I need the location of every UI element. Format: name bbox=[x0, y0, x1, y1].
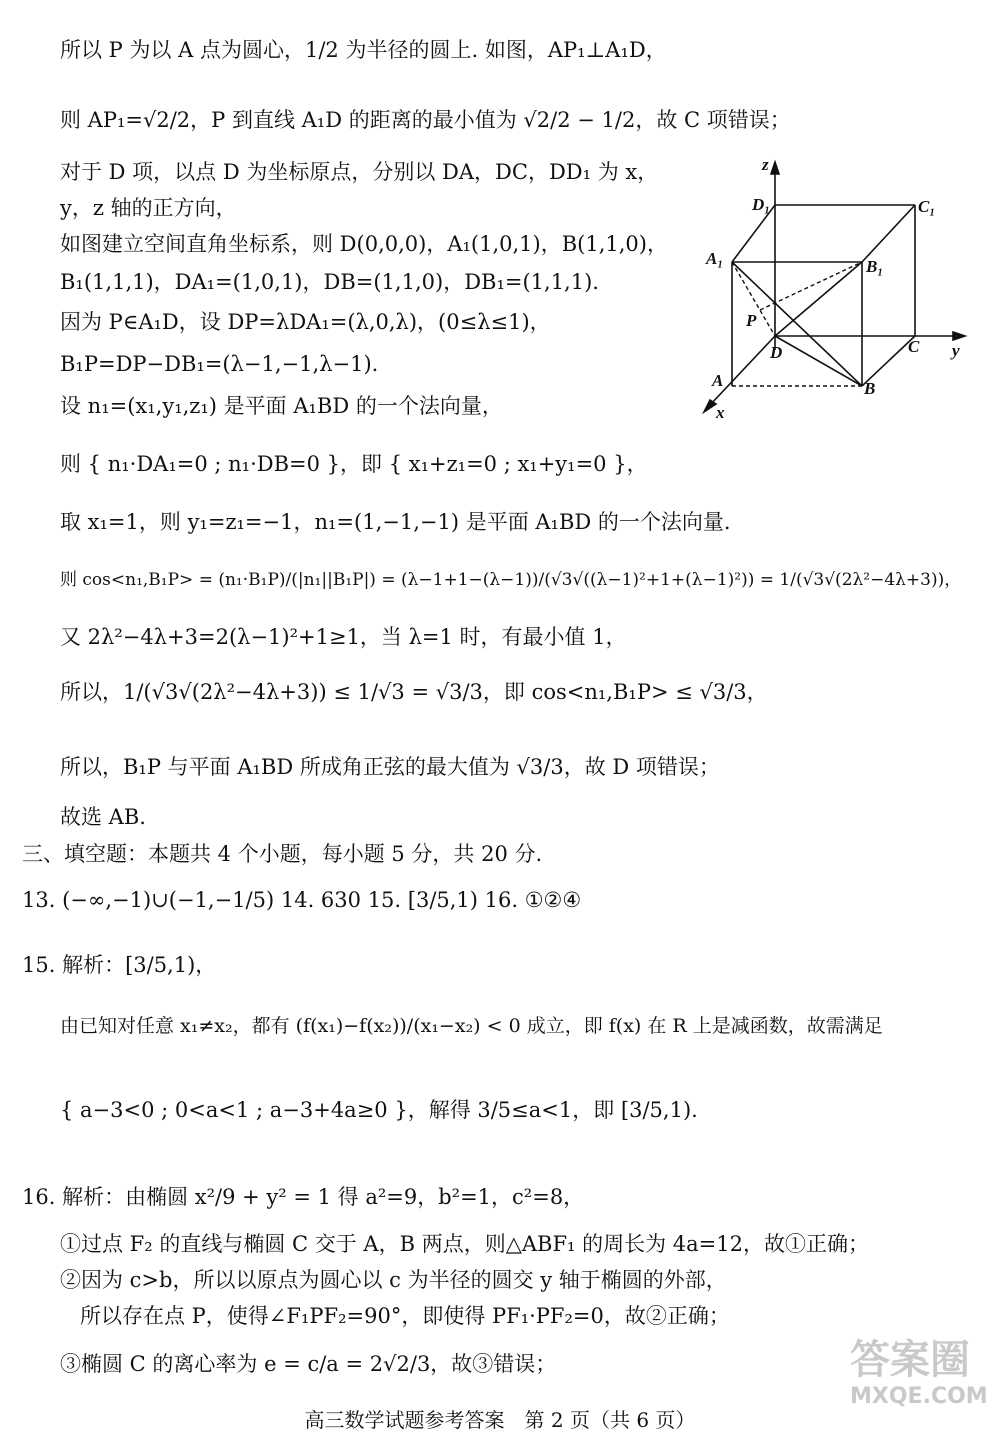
label-b1: B₁ bbox=[866, 257, 884, 276]
label-d1: D₁ bbox=[752, 195, 771, 214]
z-arrow bbox=[771, 162, 779, 174]
text-line: 又 2λ²−4λ+3=2(λ−1)²+1≥1，当 λ=1 时，有最小值 1， bbox=[60, 625, 627, 649]
text-line: 所以存在点 P，使得∠F₁PF₂=90°，即使得 PF₁·PF₂=0，故②正确； bbox=[80, 1304, 730, 1328]
text-line: ①过点 F₂ 的直线与椭圆 C 交于 A，B 两点，则△ABF₁ 的周长为 4a=12，故①正确； bbox=[60, 1232, 869, 1256]
text-line: B₁(1,1,1)，DA₁=(1,0,1)，DB=(1,1,0)，DB₁=(1,1,1). bbox=[60, 270, 599, 294]
text-line: 所以，1/(√3√(2λ²−4λ+3)) ≤ 1/√3 = √3/3，即 cos<n₁,B₁P> ≤ √3/3， bbox=[60, 680, 768, 704]
label-b: B bbox=[864, 379, 876, 398]
watermark-top: 答案圈 bbox=[850, 1337, 970, 1383]
text-line: 所以，B₁P 与平面 A₁BD 所成角正弦的最大值为 √3/3，故 D 项错误； bbox=[60, 755, 720, 779]
solution-heading: 15. 解析：[3/5,1)， bbox=[22, 953, 217, 977]
solution-heading: 16. 解析：由椭圆 x²/9 + y² = 1 得 a²=9，b²=1，c²=8， bbox=[22, 1185, 585, 1209]
text-line: 则 cos<n₁,B₁P> = (n₁·B₁P)/(|n₁||B₁P|) = (λ−1+1−(λ−1))/(√3√((λ−1)²+1+(λ−1)²)) = 1/(√3√(2λ²−4λ+3))， bbox=[60, 570, 962, 590]
text-line: y，z 轴的正方向， bbox=[60, 196, 237, 220]
label-x: x bbox=[716, 403, 725, 422]
label-c1: C₁ bbox=[918, 197, 936, 216]
text-line: ③椭圆 C 的离心率为 e = c/a = 2√2/3，故③错误； bbox=[60, 1352, 557, 1376]
text-line: 设 n₁=(x₁,y₁,z₁) 是平面 A₁BD 的一个法向量， bbox=[60, 394, 503, 418]
x-arrow bbox=[704, 400, 716, 412]
cube-figure bbox=[690, 150, 975, 425]
text-line: 则 AP₁=√2/2，P 到直线 A₁D 的距离的最小值为 √2/2 − 1/2，故 C 项错误； bbox=[60, 108, 791, 132]
text-line: 则 { n₁·DA₁=0 ; n₁·DB=0 }，即 { x₁+z₁=0 ; x₁+y₁=0 }， bbox=[60, 452, 648, 476]
label-d: D bbox=[770, 343, 783, 362]
label-y: y bbox=[952, 341, 960, 360]
label-a: A bbox=[712, 371, 724, 390]
edge-c1b1 bbox=[862, 205, 915, 262]
watermark-bottom: MXQE.COM bbox=[850, 1384, 988, 1409]
y-arrow bbox=[953, 332, 965, 340]
text-line: 故选 AB. bbox=[60, 805, 146, 829]
label-p: P bbox=[746, 311, 757, 330]
label-c: C bbox=[908, 337, 920, 356]
answer-line: 13. (−∞,−1)∪(−1,−1/5) 14. 630 15. [3/5,1) 16. ①②④ bbox=[22, 888, 582, 912]
text-line: B₁P=DP−DB₁=(λ−1,−1,λ−1). bbox=[60, 352, 379, 376]
label-a1: A₁ bbox=[706, 249, 724, 268]
text-line: 因为 P∈A₁D，设 DP=λDA₁=(λ,0,λ)，(0≤λ≤1)， bbox=[60, 310, 551, 334]
text-line: 对于 D 项，以点 D 为坐标原点，分别以 DA，DC，DD₁ 为 x， bbox=[60, 160, 659, 184]
text-line: 由已知对任意 x₁≠x₂，都有 (f(x₁)−f(x₂))/(x₁−x₂) < 0 成立，即 f(x) 在 R 上是减函数，故需满足 bbox=[60, 1015, 883, 1037]
section-heading: 三、填空题：本题共 4 个小题，每小题 5 分，共 20 分. bbox=[22, 842, 543, 866]
text-line: ②因为 c>b，所以以原点为圆心以 c 为半径的圆交 y 轴于椭圆的外部， bbox=[60, 1268, 727, 1292]
page-footer: 高三数学试题参考答案 第 2 页（共 6 页） bbox=[304, 1408, 696, 1432]
text-line: { a−3<0 ; 0<a<1 ; a−3+4a≥0 }，解得 3/5≤a<1，即 [3/5,1). bbox=[60, 1098, 698, 1122]
text-line: 取 x₁=1，则 y₁=z₁=−1，n₁=(1,−1,−1) 是平面 A₁BD 的一个法向量. bbox=[60, 510, 731, 534]
text-line: 所以 P 为以 A 点为圆心，1/2 为半径的圆上. 如图，AP₁⊥A₁D， bbox=[60, 38, 667, 62]
label-z: z bbox=[762, 155, 769, 174]
text-line: 如图建立空间直角坐标系，则 D(0,0,0)，A₁(1,0,1)，B(1,1,0)， bbox=[60, 232, 668, 256]
diag-db1 bbox=[775, 262, 862, 336]
